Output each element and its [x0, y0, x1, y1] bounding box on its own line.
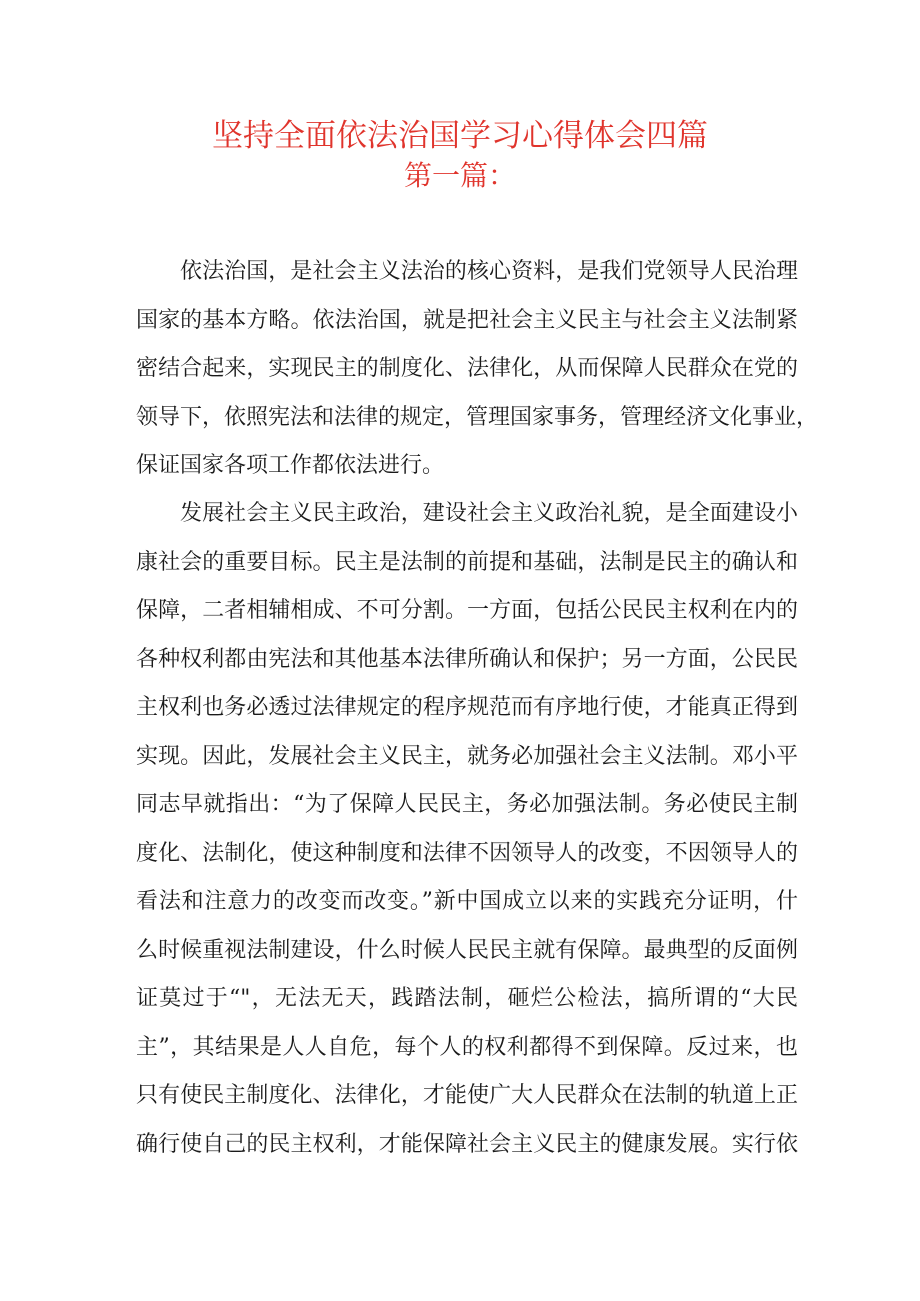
paragraph-2 — [136, 490, 798, 1169]
paragraph-line: 国家的基本方略。依法治国，就是把社会主义民主与社会主义法制紧 — [136, 307, 798, 333]
paragraph-line: 主权利也务必透过法律规定的程序规范而有序地行使，才能真正得到 — [136, 695, 798, 720]
paragraph-line: 依法治国，是社会主义法治的核心资料，是我们党领导人民治理 — [180, 259, 798, 284]
paragraph-line: 主”，其结果是人人自危，每个人的权利都得不到保障。反过来，也 — [136, 1034, 798, 1060]
paragraph-line: 发展社会主义民主政治，建设社会主义政治礼貌，是全面建设小 — [180, 501, 798, 526]
paragraph-line: 密结合起来，实现民主的制度化、法律化，从而保障人民群众在党的 — [136, 356, 798, 381]
paragraph-line: 度化、法制化，使这种制度和法律不因领导人的改变，不因领导人的 — [136, 840, 798, 866]
paragraph-line: 确行使自己的民主权利，才能保障社会主义民主的健康发展。实行依 — [136, 1131, 798, 1157]
paragraph-line: 只有使民主制度化、法律化，才能使广大人民群众在法制的轨道上正 — [136, 1083, 798, 1108]
paragraph-line: 同志早就指出：“为了保障人民民主，务必加强法制。务必使民主制 — [136, 792, 798, 817]
paragraph-line: 看法和注意力的改变而改变。”新中国成立以来的实践充分证明，什 — [136, 889, 798, 914]
paragraph-line: 么时候重视法制建设，什么时候人民民主就有保障。最典型的反面例 — [136, 937, 798, 963]
paragraph-line: 领导下，依照宪法和法律的规定，管理国家事务，管理经济文化事业， — [136, 404, 819, 430]
paragraph-line: 保证国家各项工作都依法进行。 — [136, 453, 445, 478]
document-title: 坚持全面依法治国学习心得体会四篇 — [212, 118, 708, 154]
paragraph-line: 实现。因此，发展社会主义民主，就务必加强社会主义法制。邓小平 — [136, 743, 798, 769]
section-heading: 第一篇： — [403, 159, 516, 192]
paragraph-1 — [136, 248, 819, 491]
paragraph-line: 各种权利都由宪法和其他基本法律所确认和保护；另一方面，公民民 — [136, 646, 798, 672]
paragraph-line: 康社会的重要目标。民主是法制的前提和基础，法制是民主的确认和 — [136, 549, 798, 575]
paragraph-line: 保障，二者相辅相成、不可分割。一方面，包括公民民主权利在内的 — [136, 598, 798, 623]
paragraph-line: 证莫过于“"，无法无天，践踏法制，砸烂公检法，搞所谓的“大民 — [136, 986, 798, 1011]
